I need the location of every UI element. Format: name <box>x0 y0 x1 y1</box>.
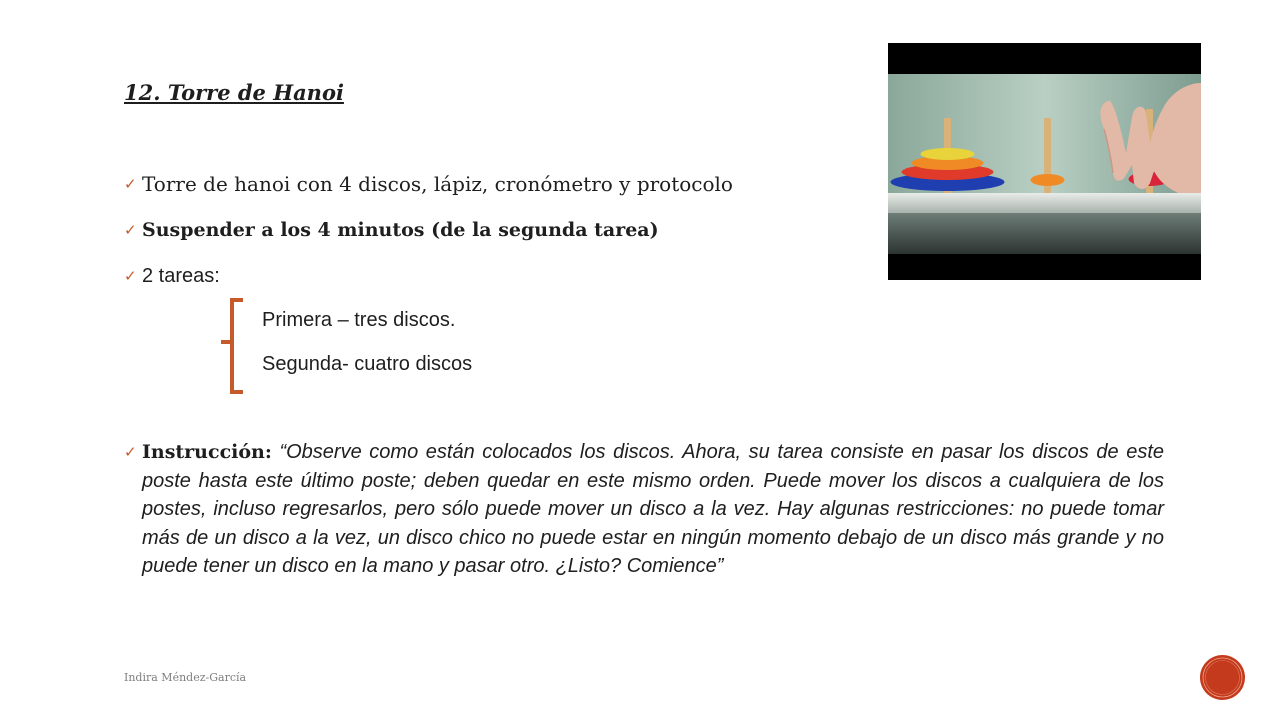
checkmark-icon: ✓ <box>124 267 137 285</box>
instruction-paragraph <box>142 438 1164 581</box>
bullet-materials <box>124 172 733 196</box>
bullet-suspend <box>124 218 659 242</box>
bullet-instruction <box>124 438 1164 581</box>
checkmark-icon: ✓ <box>124 175 137 193</box>
bullet-tasks-text: 2 tareas: <box>142 265 220 287</box>
checkmark-icon: ✓ <box>124 221 137 239</box>
subtask-first: Primera – tres discos. <box>262 309 456 331</box>
subtask-second: Segunda- cuatro discos <box>262 353 473 375</box>
bullet-tasks <box>124 264 220 288</box>
footer-author: Indira Méndez-García <box>124 671 247 684</box>
bullet-materials-text: Torre de hanoi con 4 discos, lápiz, cronómetro y protocolo <box>142 172 733 196</box>
instruction-label: Instrucción: <box>142 441 272 463</box>
tower-of-hanoi-photo <box>888 43 1201 280</box>
slide-title: 12. Torre de Hanoi <box>124 80 344 105</box>
instruction-quote: “Observe como están colocados los discos. Ahora, su tarea consiste en pasar los discos de este poste hasta este último poste; deben quedar en este mismo orden. Puede mover los discos a cualquiera de los postes, incluso regresarlos, pero sólo puede mover un disco a la vez. Hay algunas restricciones: no puede tomar más de un disco a la vez, un disco chico no puede estar en ningún momento debajo de un disco más grande y no puede tener un disco en la mano y pasar otro. ¿Listo? Comience” <box>142 441 1165 577</box>
bullet-suspend-text: Suspender a los 4 minutos (de la segunda tarea) <box>142 219 659 241</box>
page-number-badge <box>1199 654 1246 701</box>
left-brace-icon <box>218 298 246 394</box>
checkmark-icon: ✓ <box>124 443 137 461</box>
